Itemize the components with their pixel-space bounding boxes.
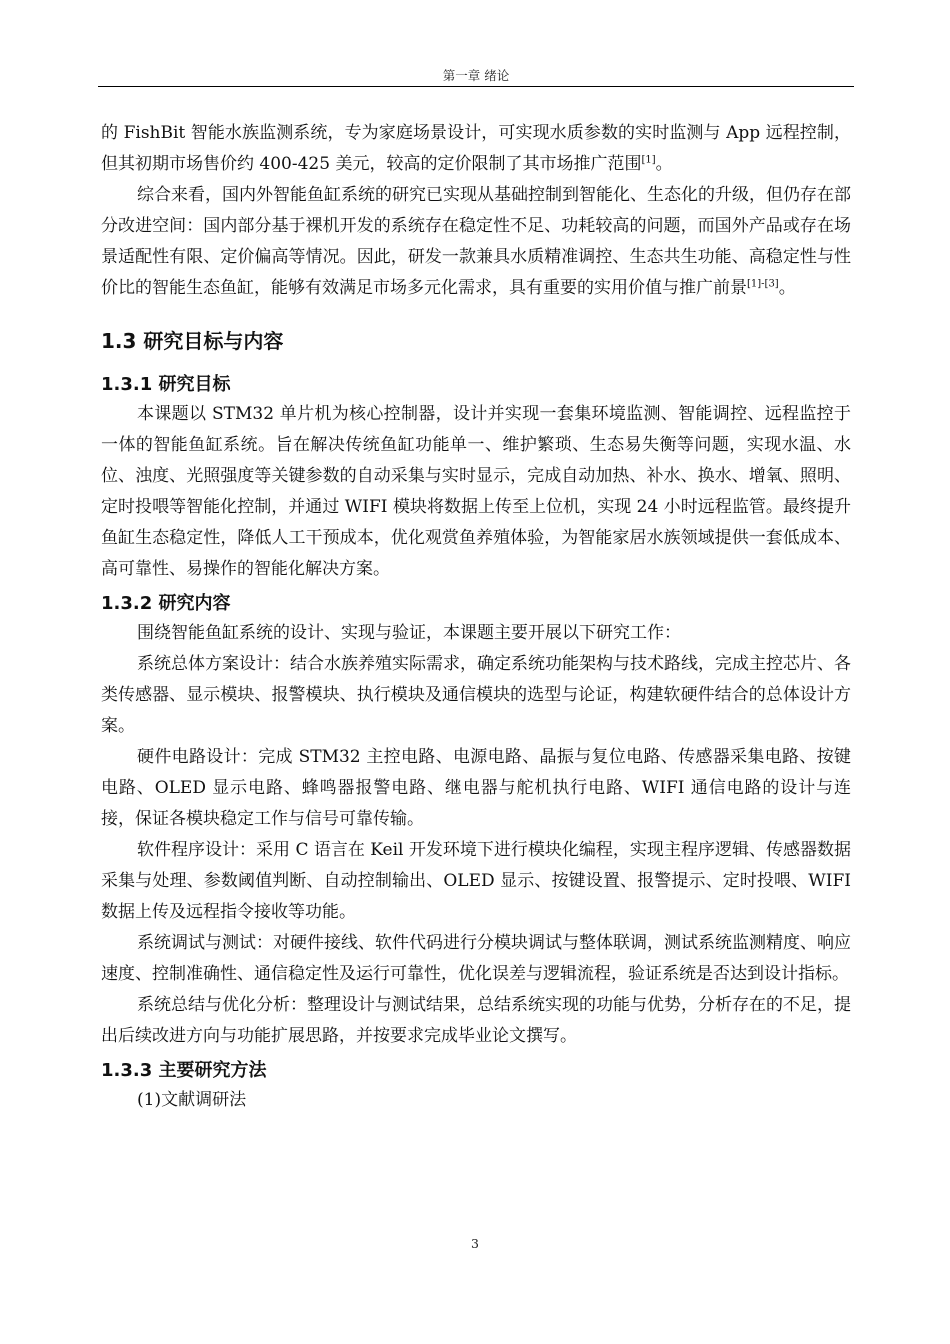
subsection-heading-1-3-1: 1.3.1 研究目标 <box>101 374 231 395</box>
paragraph-text: 的 FishBit 智能水族监测系统，专为家庭场景设计，可实现水质参数的实时监测与 App 远程控制，但其初期市场售价约 400-425 美元，较高的定价限制了其市场推广范围 <box>101 123 851 174</box>
paragraph-tail: 。 <box>655 154 673 174</box>
citation-ref: [1]-[3] <box>747 278 779 290</box>
paragraph-summary-optimization: 系统总结与优化分析：整理设计与测试结果，总结系统实现的功能与优势，分析存在的不足，提出后续改进方向与功能扩展思路，并按要求完成毕业论文撰写。 <box>101 995 851 1046</box>
subsection-heading-1-3-3: 1.3.3 主要研究方法 <box>101 1060 267 1081</box>
paragraph-research-goal: 本课题以 STM32 单片机为核心控制器，设计并实现一套集环境监测、智能调控、远程监控于一体的智能鱼缸系统。旨在解决传统鱼缸功能单一、维护繁琐、生态易失衡等问题，实现水温、水位、浊度、光照强度等关键参数的自动采集与实时显示，完成自动加热、补水、换水、增氧、照明、定时投喂等智能化控制，并通过 WIFI 模块将数据上传至上位机，实现 24 小时远程监管。最终提升鱼缸生态稳定性，降低人工干预成本，优化观赏鱼养殖体验，为智能家居水族领域提供一套低成本、高可靠性、易操作的智能化解决方案。 <box>101 404 851 579</box>
running-header: 第一章 绪论 <box>442 68 510 83</box>
subsection-heading-1-3-2: 1.3.2 研究内容 <box>101 593 231 614</box>
paragraph-software-design: 软件程序设计：采用 C 语言在 Keil 开发环境下进行模块化编程，实现主程序逻辑、传感器数据采集与处理、参数阈值判断、自动控制输出、OLED 显示、按键设置、报警提示、定时投喂、WIFI 数据上传及远程指令接收等功能。 <box>101 840 851 922</box>
paragraph-text: 综合来看，国内外智能鱼缸系统的研究已实现从基础控制到智能化、生态化的升级，但仍存在部分改进空间：国内部分基于裸机开发的系统存在稳定性不足、功耗较高的问题，而国外产品或存在场景适配性有限、定价偏高等情况。因此，研发一款兼具水质精准调控、生态共生功能、高稳定性与性价比的智能生态鱼缸，能够有效满足市场多元化需求，具有重要的实用价值与推广前景 <box>101 185 851 298</box>
paragraph-research-intro: 围绕智能鱼缸系统的设计、实现与验证，本课题主要开展以下研究工作： <box>137 623 681 643</box>
paragraph-overall-design: 系统总体方案设计：结合水族养殖实际需求，确定系统功能架构与技术路线，完成主控芯片、各类传感器、显示模块、报警模块、执行模块及通信模块的选型与论证，构建软硬件结合的总体设计方案。 <box>101 654 851 736</box>
header-rule <box>98 86 854 87</box>
paragraph-method-literature: (1)文献调研法 <box>137 1090 247 1110</box>
paragraph-fishbit <box>101 118 851 180</box>
section-heading-1-3: 1.3 研究目标与内容 <box>101 329 284 353</box>
paragraph-tail: 。 <box>778 278 796 298</box>
page-number: 3 <box>471 1236 479 1251</box>
citation-ref: [1] <box>641 154 656 166</box>
page-body <box>101 118 851 1116</box>
paragraph-hardware-design: 硬件电路设计：完成 STM32 主控电路、电源电路、晶振与复位电路、传感器采集电路、按键电路、OLED 显示电路、蜂鸣器报警电路、继电器与舵机执行电路、WIFI 通信电路的设计与连接，保证各模块稳定工作与信号可靠传输。 <box>101 747 851 829</box>
paragraph-testing: 系统调试与测试：对硬件接线、软件代码进行分模块调试与整体联调，测试系统监测精度、响应速度、控制准确性、通信稳定性及运行可靠性，优化误差与逻辑流程，验证系统是否达到设计指标。 <box>101 933 851 984</box>
paragraph-summary <box>101 180 851 304</box>
